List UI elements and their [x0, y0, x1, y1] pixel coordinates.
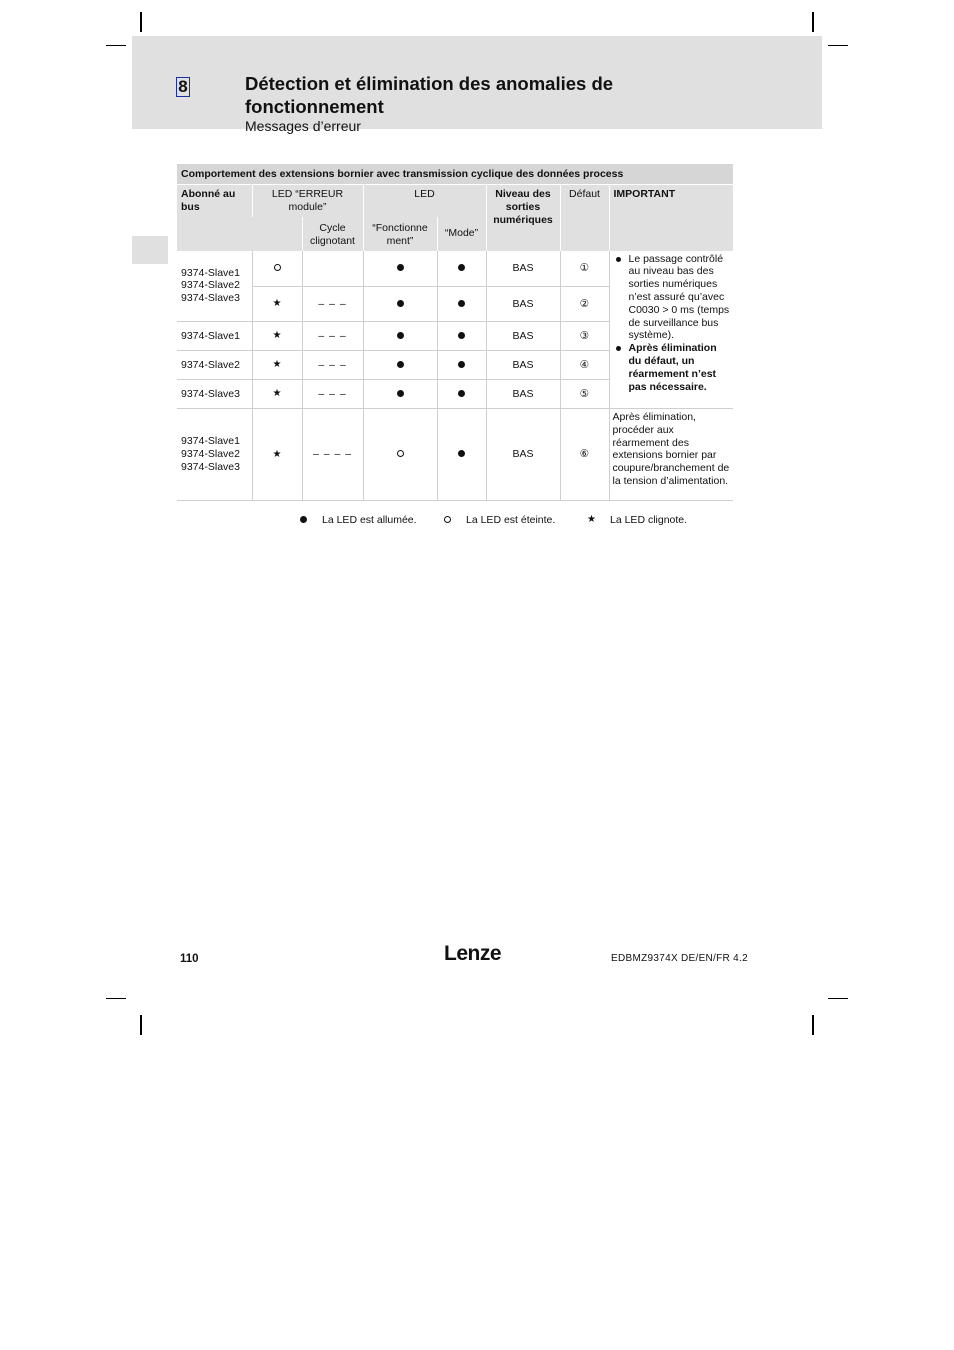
- cell-erreur: [252, 287, 302, 322]
- cell-fonct: [363, 351, 437, 380]
- crop-mark: [828, 45, 848, 46]
- header-led: LED: [363, 185, 486, 217]
- important-note: Le passage contrôlé au niveau bas des sorties numériques n’est assuré qu’avec C0030 > 0 ms (temps de surveillance bus système).: [628, 252, 730, 342]
- error-table: [177, 164, 733, 501]
- led-off-icon: [274, 264, 281, 271]
- page-title: Détection et élimination des anomalies de fonctionnement: [245, 73, 614, 117]
- cell-erreur: [252, 251, 302, 287]
- table-caption: Comportement des extensions bornier avec transmission cyclique des données process: [177, 164, 733, 185]
- abonne-line: 9374-Slave2: [181, 448, 240, 461]
- abonne-line: 9374-Slave1: [181, 266, 240, 279]
- led-on-icon: [397, 264, 404, 271]
- chapter-number: 8: [176, 77, 190, 97]
- cell-mode: [437, 409, 486, 501]
- led-on-icon: [458, 300, 465, 307]
- led-blink-icon: ★: [272, 448, 282, 460]
- crop-mark: [140, 12, 142, 32]
- led-on-icon: [458, 332, 465, 339]
- cell-erreur: [252, 322, 302, 351]
- led-blink-icon: ★: [272, 359, 282, 371]
- crop-mark: [812, 1015, 814, 1035]
- header-abonne: Abonné au bus: [177, 185, 252, 251]
- cell-fonct: [363, 409, 437, 501]
- cell-mode: [437, 380, 486, 409]
- cell-cycle: – – –: [302, 322, 363, 351]
- abonne-line: 9374-Slave1: [181, 435, 240, 448]
- header-important: IMPORTANT: [609, 185, 733, 251]
- led-on-icon: [397, 390, 404, 397]
- header-cycle: Cycle clignotant: [302, 217, 363, 251]
- cell-defaut: ③: [560, 322, 609, 351]
- page-number: 110: [180, 953, 199, 965]
- crop-mark: [106, 998, 126, 999]
- header-led-erreur: LED “ERREUR module”: [252, 185, 363, 217]
- cell-defaut: ①: [560, 251, 609, 287]
- page-subtitle: Messages d’erreur: [245, 118, 361, 134]
- cell-cycle: – – –: [302, 287, 363, 322]
- led-blink-icon: ★: [272, 330, 282, 342]
- cell-niveau: BAS: [486, 287, 560, 322]
- cell-mode: [437, 251, 486, 287]
- led-on-icon: [397, 361, 404, 368]
- document-reference: EDBMZ9374X DE/EN/FR 4.2: [611, 953, 748, 964]
- crop-mark: [812, 12, 814, 32]
- cell-cycle: – – –: [302, 380, 363, 409]
- led-on-icon: [397, 332, 404, 339]
- header-mode: “Mode”: [437, 217, 486, 251]
- cell-erreur: [252, 351, 302, 380]
- cell-mode: [437, 322, 486, 351]
- cell-fonct: [363, 251, 437, 287]
- cell-abonne-group: [177, 409, 252, 501]
- header-fonctionnement: “Fonctionne ment”: [363, 217, 437, 251]
- cell-cycle: [302, 251, 363, 287]
- legend-blink-label: La LED clignote.: [610, 514, 688, 526]
- cell-niveau: BAS: [486, 351, 560, 380]
- crop-mark: [828, 998, 848, 999]
- led-off-icon: [444, 516, 451, 523]
- led-blink-icon: ★: [272, 298, 282, 310]
- abonne-line: 9374-Slave3: [181, 460, 240, 473]
- abonne-line: 9374-Slave3: [181, 292, 240, 305]
- led-blink-icon: ★: [587, 514, 596, 525]
- brand-logo: Lenze: [444, 942, 502, 965]
- legend-on-label: La LED est allumée.: [322, 514, 417, 526]
- cell-defaut: ②: [560, 287, 609, 322]
- led-on-icon: [458, 450, 465, 457]
- cell-fonct: [363, 380, 437, 409]
- cell-defaut: ⑥: [560, 409, 609, 501]
- cell-important-2: Après élimination, procéder aux réarmement des extensions bornier par coupure/branchement de la tension d’alimentation.: [609, 409, 733, 501]
- led-on-icon: [458, 361, 465, 368]
- cell-defaut: ⑤: [560, 380, 609, 409]
- cell-abonne: 9374-Slave1: [177, 322, 252, 351]
- led-on-icon: [458, 264, 465, 271]
- cell-niveau: BAS: [486, 251, 560, 287]
- cell-abonne: 9374-Slave2: [177, 351, 252, 380]
- led-off-icon: [397, 450, 404, 457]
- led-blink-icon: ★: [272, 388, 282, 400]
- header-niveau: Niveau des sorties numériques: [486, 185, 560, 251]
- abonne-line: 9374-Slave2: [181, 279, 240, 292]
- cell-fonct: [363, 322, 437, 351]
- cell-cycle: – – –: [302, 351, 363, 380]
- led-on-icon: [458, 390, 465, 397]
- side-tab: [132, 236, 168, 264]
- cell-abonne: 9374-Slave3: [177, 380, 252, 409]
- cell-cycle: – – – –: [302, 409, 363, 501]
- legend-off-label: La LED est éteinte.: [466, 514, 556, 526]
- header-erreur-empty: [252, 217, 302, 251]
- cell-fonct: [363, 287, 437, 322]
- cell-erreur: [252, 409, 302, 501]
- cell-niveau: BAS: [486, 409, 560, 501]
- header-defaut: Défaut: [560, 185, 609, 251]
- important-note: Après élimination du défaut, un réarmement n’est pas nécessaire.: [629, 342, 731, 393]
- cell-mode: [437, 287, 486, 322]
- cell-defaut: ④: [560, 351, 609, 380]
- cell-niveau: BAS: [486, 322, 560, 351]
- crop-mark: [140, 1015, 142, 1035]
- cell-abonne-group: [177, 251, 252, 322]
- led-on-icon: [300, 516, 307, 523]
- cell-mode: [437, 351, 486, 380]
- cell-erreur: [252, 380, 302, 409]
- crop-mark: [106, 45, 126, 46]
- cell-important-1: [609, 251, 733, 409]
- led-on-icon: [397, 300, 404, 307]
- cell-niveau: BAS: [486, 380, 560, 409]
